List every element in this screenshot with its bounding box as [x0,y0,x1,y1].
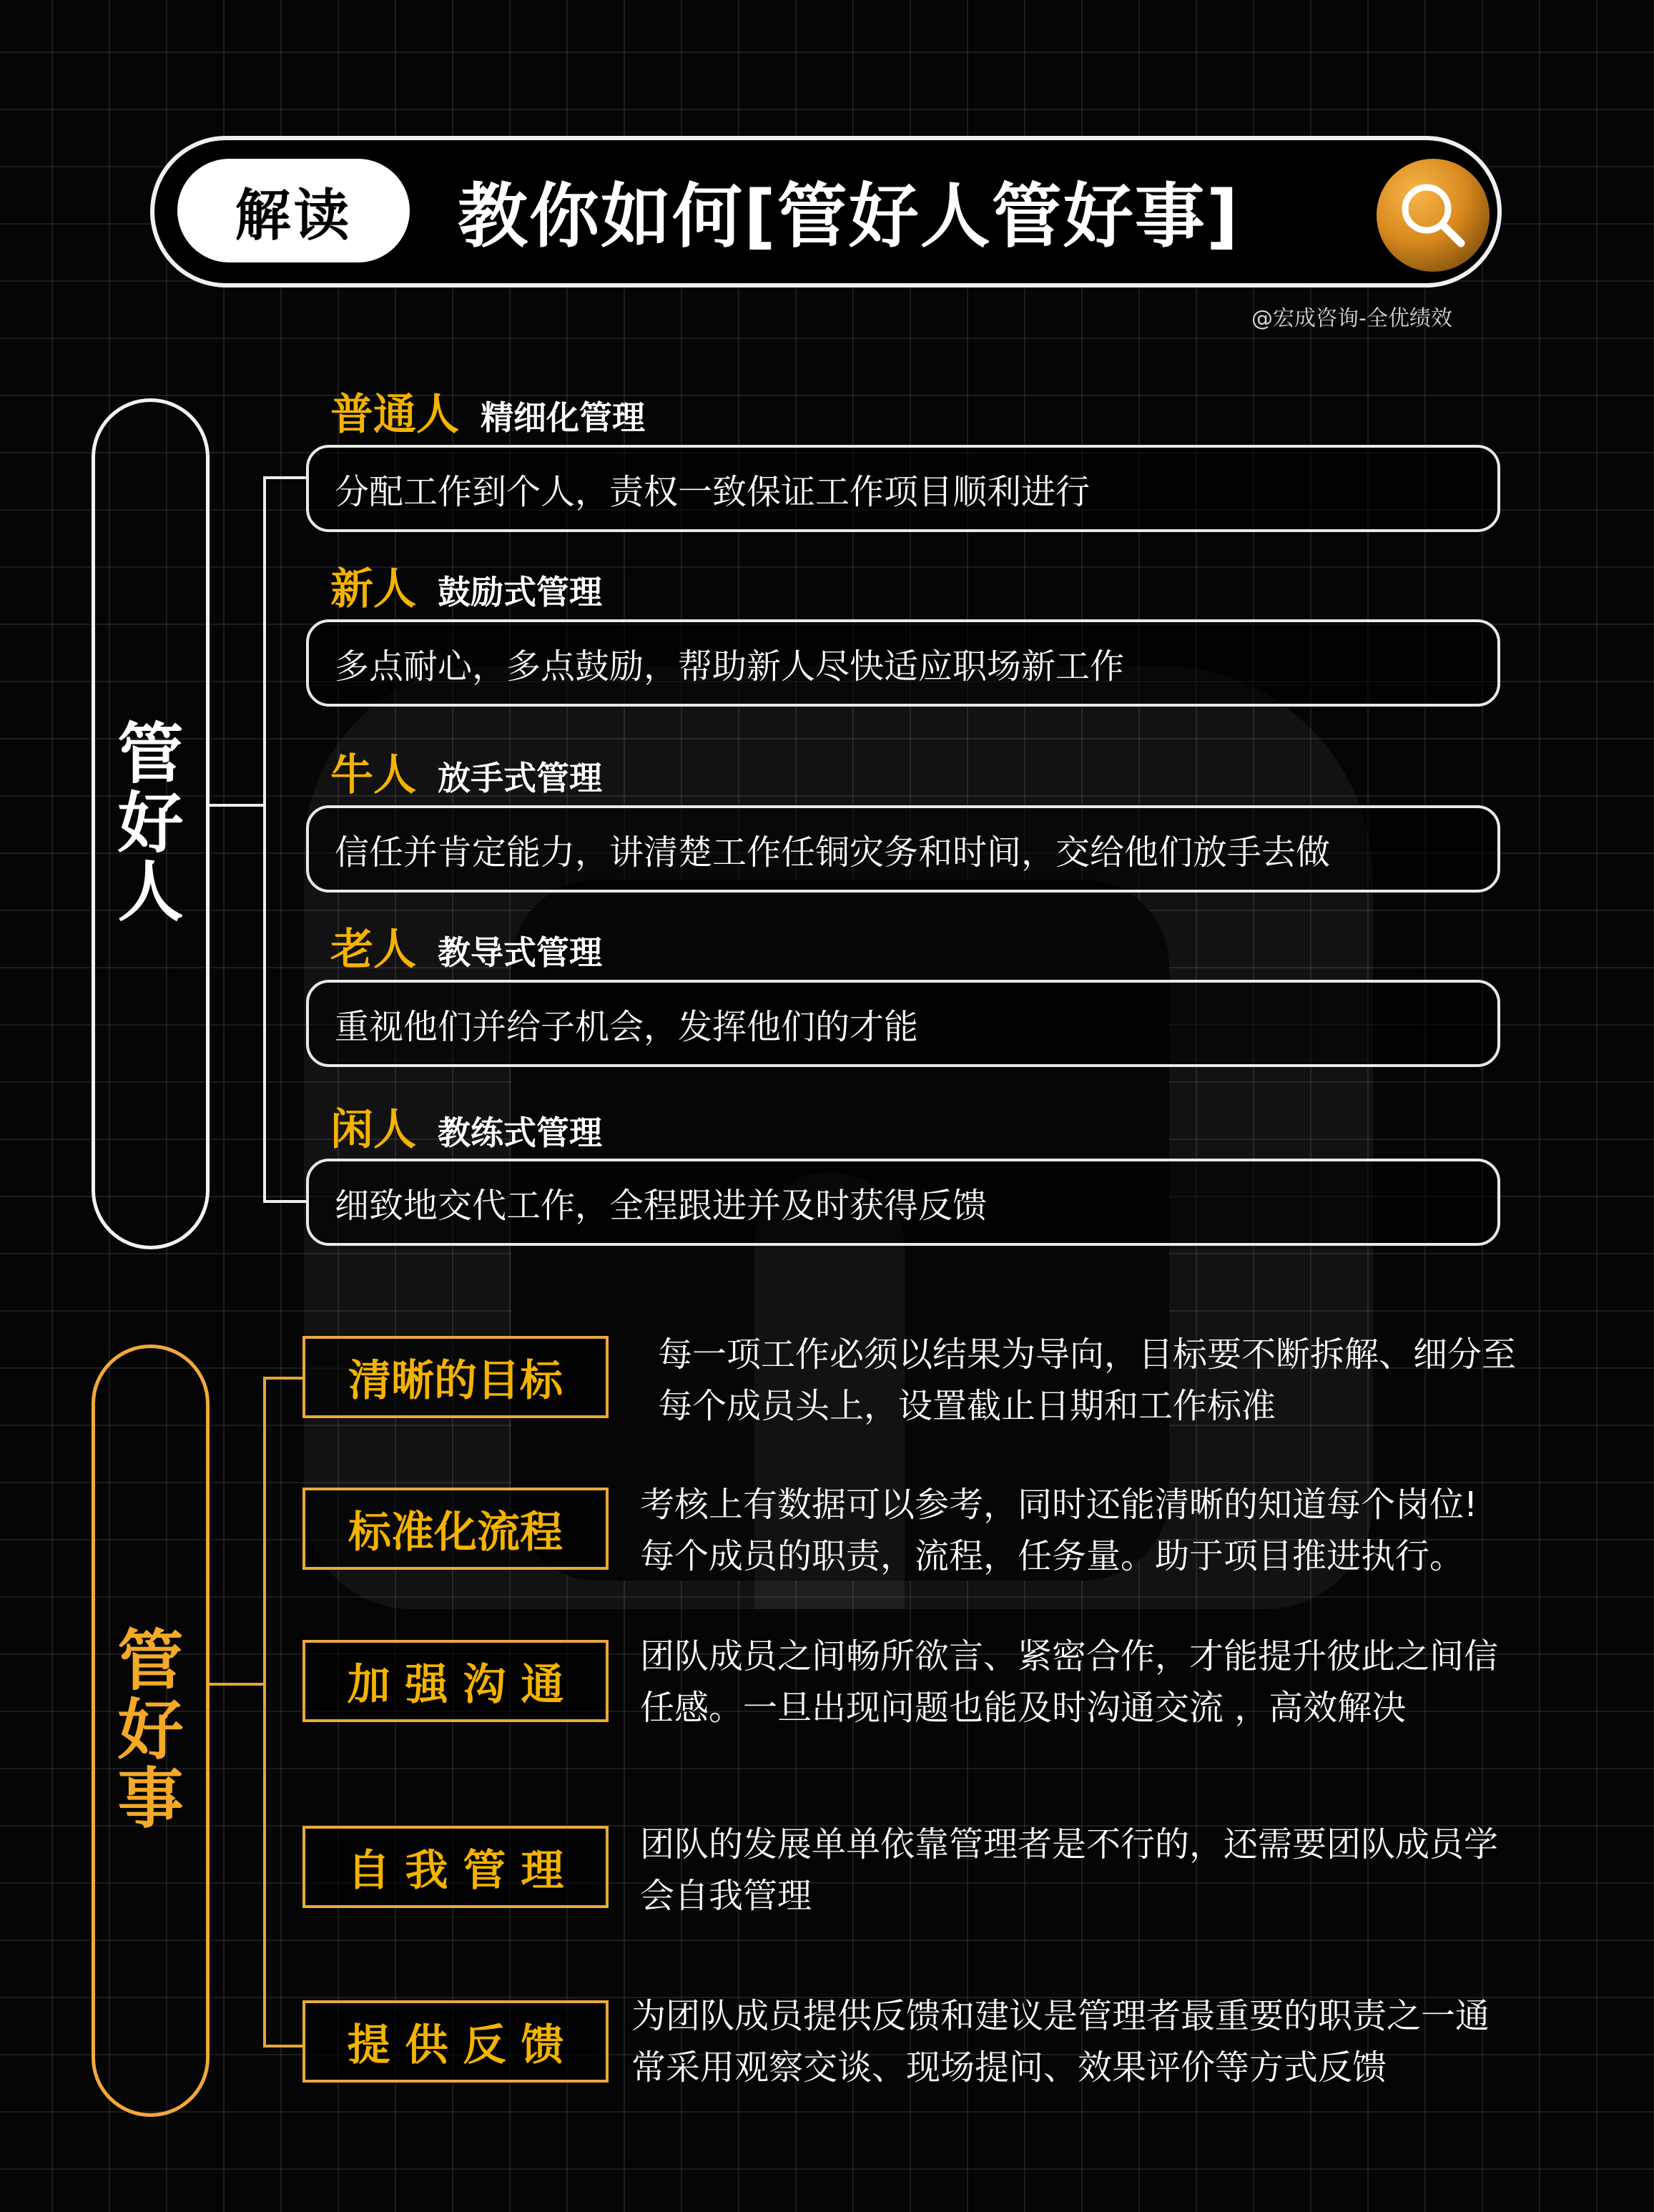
people-item-desc: 重视他们并给子机会，发挥他们的才能 [306,980,1500,1067]
management-style: 精细化管理 [481,398,645,437]
thing-item-desc [640,1631,1498,1734]
desc-line: 会自我管理 [640,1876,812,1916]
desc-line: 常采用观察交谈、现场提问、效果评价等方式反馈 [631,2048,1387,2088]
desc-line: 每一项工作必须以结果为导向，目标要不断拆解、细分至 [658,1334,1517,1375]
desc-line: 每个成员头上，设置截止日期和工作标准 [658,1386,1276,1426]
thing-item-title: 清晰的目标 [302,1336,609,1418]
desc-line: 团队的发展单单依靠管理者是不行的，还需要团队成员学 [640,1824,1499,1864]
people-type: 牛人 [330,750,416,800]
people-type: 老人 [330,925,416,975]
people-item-desc: 分配工作到个人，责权一致保证工作项目顺利进行 [306,445,1500,532]
group-people-char: 人 [117,854,184,931]
thing-item-desc [631,1990,1490,2093]
connector-line [263,1377,304,1380]
people-type: 闲人 [330,1105,416,1155]
connector-line [263,1200,306,1203]
desc-line: 团队成员之间畅所欲言、紧密合作，才能提升彼此之间信 [640,1636,1499,1676]
group-people-label [92,398,210,1249]
people-item-desc: 多点耐心，多点鼓励，帮助新人尽快适应职场新工作 [306,619,1500,707]
credit-text: @宏成咨询-全优绩效 [1251,306,1452,331]
management-style: 鼓励式管理 [438,573,602,611]
group-people-char: 好 [117,785,184,862]
management-style: 放手式管理 [438,759,602,797]
management-style: 教练式管理 [438,1114,602,1152]
header-badge: 解读 [177,159,410,262]
connector-line [210,1683,265,1686]
connector-line [263,476,306,479]
people-item-title [330,380,645,442]
thing-item-desc [658,1329,1516,1432]
connector-line [263,476,266,1203]
thing-item-desc [640,1819,1498,1922]
people-item-title [330,741,602,802]
desc-line: 为团队成员提供反馈和建议是管理者最重要的职责之一通 [631,1996,1490,2036]
people-type: 新人 [330,564,416,614]
people-item-title [330,1096,602,1157]
people-item-title [330,915,602,977]
connector-line [210,804,265,807]
people-item-desc: 信任并肯定能力，讲清楚工作任铜灾务和时间，交给他们放手去做 [306,805,1500,893]
thing-item-title: 提 供 反 馈 [302,2000,609,2083]
thing-item-title: 标准化流程 [302,1488,609,1570]
group-things-char: 事 [117,1761,184,1838]
desc-line: 每个成员的职责，流程，任务量。助于项目推进执行。 [640,1536,1465,1576]
page-title: 教你如何[管好人管好事] [458,176,1240,257]
group-things-char: 管 [117,1623,184,1700]
group-things-label [92,1345,210,2117]
management-style: 教导式管理 [438,933,602,972]
desc-line: 考核上有数据可以参考，同时还能清晰的知道每个岗位! [640,1485,1478,1525]
search-icon [1394,176,1472,255]
connector-line [263,1377,266,2048]
group-things-char: 好 [117,1691,184,1769]
people-item-title [330,555,602,616]
group-people-char: 管 [117,716,184,793]
thing-item-title: 加 强 沟 通 [302,1640,609,1722]
people-item-desc: 细致地交代工作，全程跟进并及时获得反馈 [306,1159,1500,1246]
people-type: 普通人 [330,390,459,440]
connector-line [263,2045,304,2048]
thing-item-title: 自 我 管 理 [302,1826,609,1908]
search-button[interactable] [1377,159,1490,272]
thing-item-desc [640,1479,1477,1582]
desc-line: 任感。一旦出现问题也能及时沟通交流 ，高效解决 [640,1688,1407,1728]
